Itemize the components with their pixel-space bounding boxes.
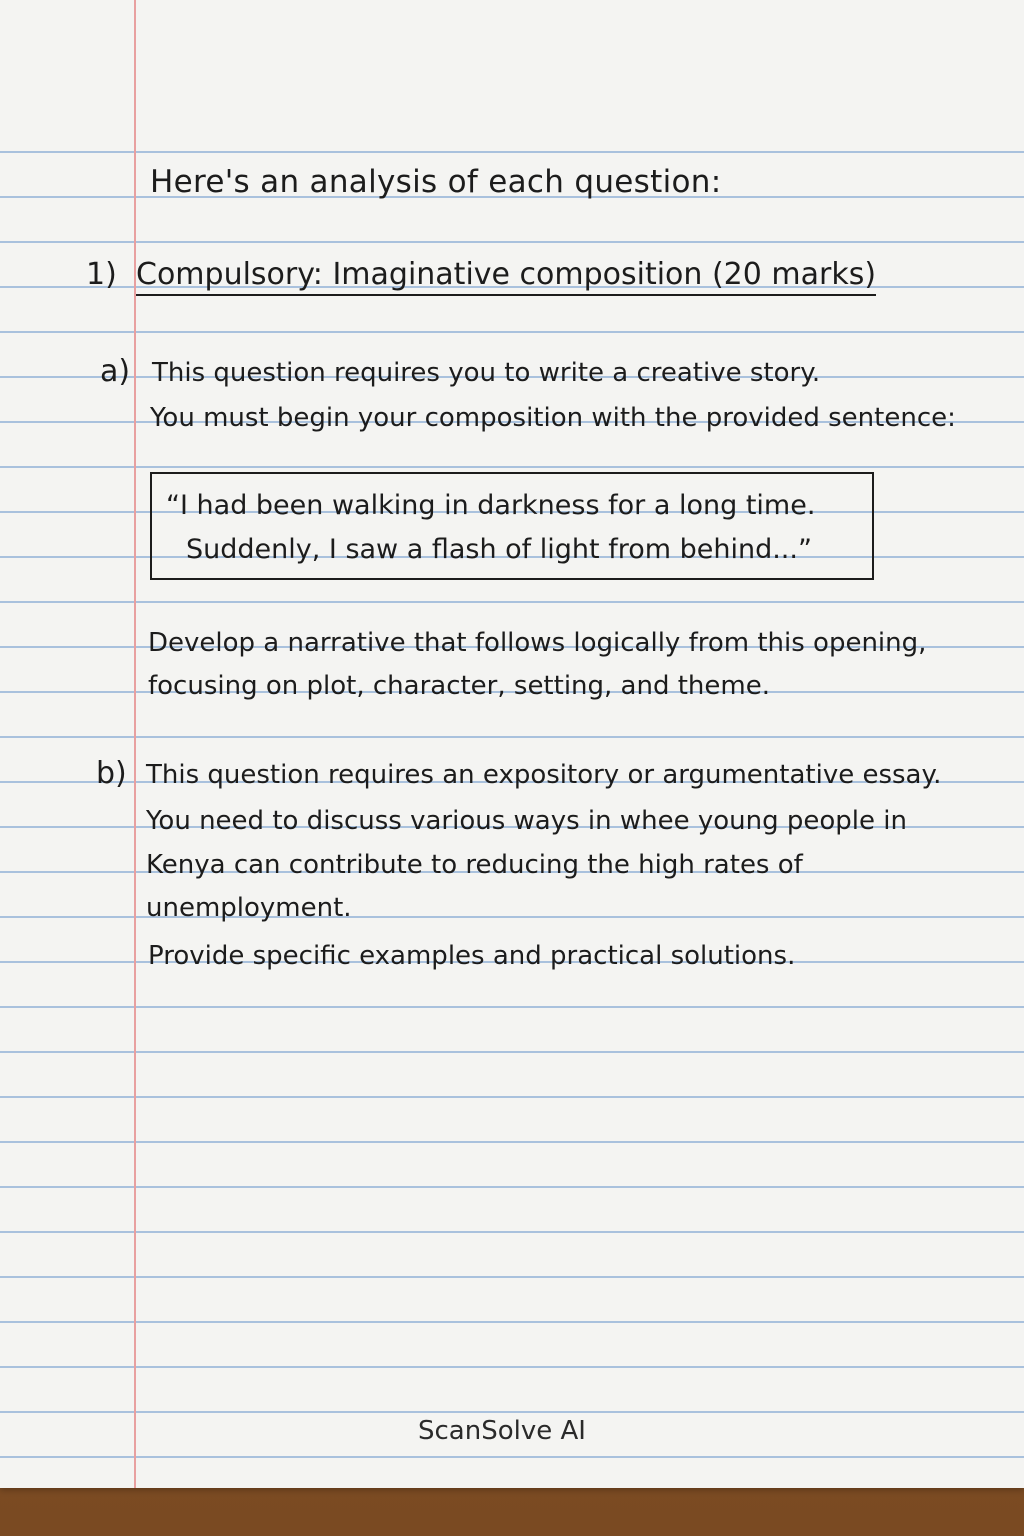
footer-brand: ScanSolve AI xyxy=(418,1416,586,1446)
intro-text: Here's an analysis of each question: xyxy=(150,164,722,200)
part-b-line-3: Kenya can contribute to reducing the high rates of xyxy=(146,850,803,880)
question-number: 1) xyxy=(86,257,117,292)
quote-line-1: “I had been walking in darkness for a long time. xyxy=(166,490,816,521)
develop-line-1: Develop a narrative that follows logically from this opening, xyxy=(148,628,927,658)
margin-line xyxy=(134,0,136,1488)
quote-line-2: Suddenly, I saw a flash of light from behind...” xyxy=(186,534,812,565)
part-b-line-1: This question requires an expository or argumentative essay. xyxy=(146,760,942,790)
question-heading: Compulsory: Imaginative composition (20 marks) xyxy=(136,257,876,296)
part-b-line-5: Provide specific examples and practical solutions. xyxy=(148,941,796,971)
develop-line-2: focusing on plot, character, setting, and theme. xyxy=(148,671,770,701)
part-a-label: a) xyxy=(100,354,131,389)
quote-box xyxy=(150,472,874,580)
part-a-line-2: You must begin your composition with the provided sentence: xyxy=(150,403,956,433)
part-a-line-1: This question requires you to write a creative story. xyxy=(152,358,821,388)
part-b-label: b) xyxy=(96,756,127,791)
part-b-line-2: You need to discuss various ways in whee young people in xyxy=(146,806,907,836)
part-b-line-4: unemployment. xyxy=(146,893,352,923)
